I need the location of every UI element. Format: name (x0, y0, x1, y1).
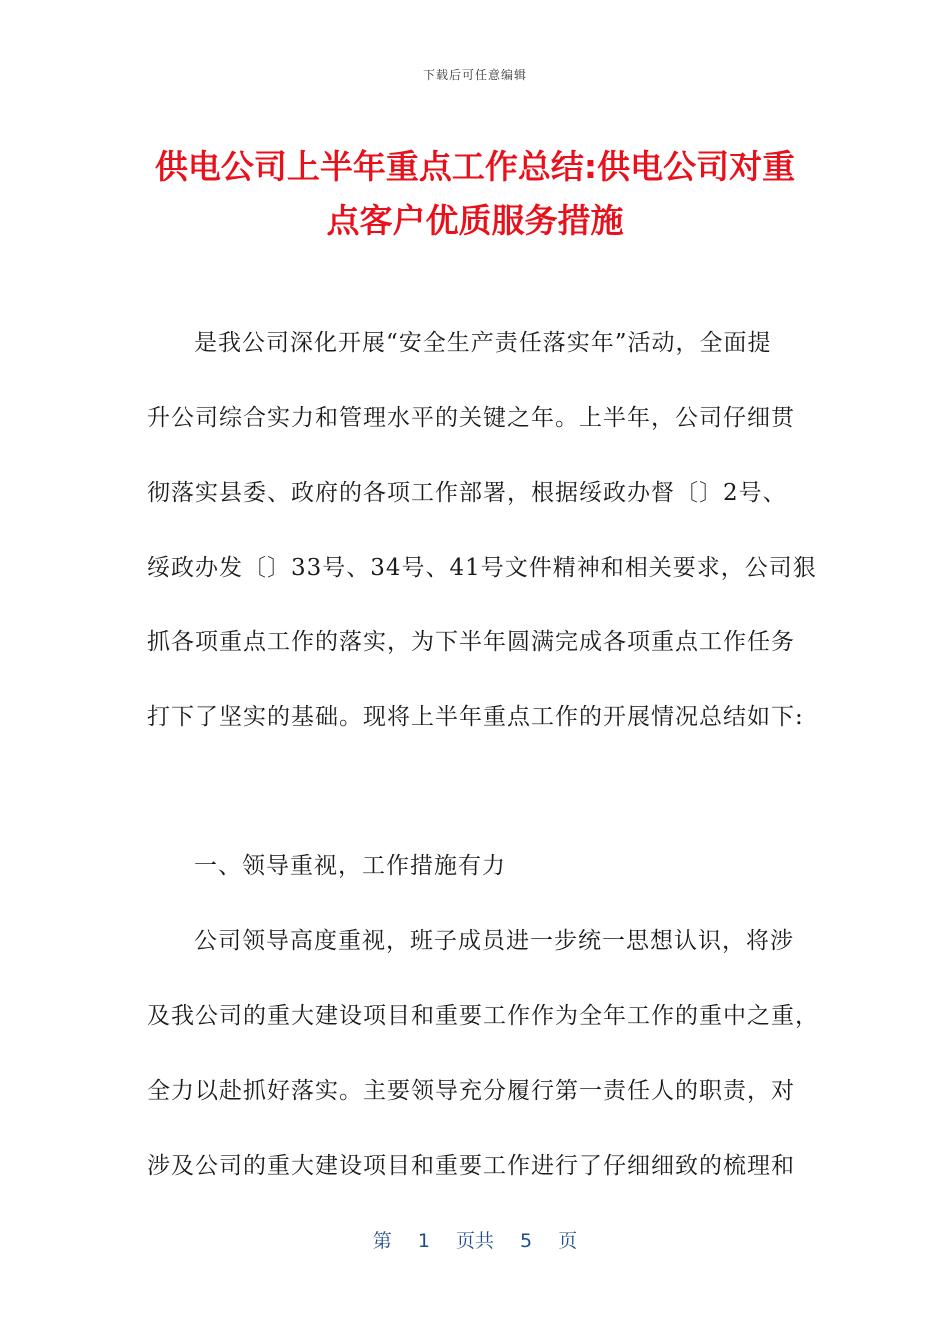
paragraph-line: 升公司综合实力和管理水平的关键之年。上半年，公司仔细贯 (147, 405, 795, 431)
paragraph-line: 全力以赴抓好落实。主要领导充分履行第一责任人的职责，对 (147, 1078, 795, 1104)
paragraph-line: 公司领导高度重视，班子成员进一步统一思想认识，将涉 (194, 928, 794, 954)
paragraph-line: 抓各项重点工作的落实，为下半年圆满完成各项重点工作任务 (147, 629, 795, 655)
paragraph-line: 打下了坚实的基础。现将上半年重点工作的开展情况总结如下: (147, 704, 804, 730)
page-footer (0, 1226, 950, 1253)
paragraph-line: 绥政办发〔〕33号、34号、41号文件精神和相关要求，公司狠 (147, 555, 817, 581)
footer-total-pages: 5 (520, 1230, 533, 1252)
section-heading: 一、领导重视，工作措施有力 (194, 853, 506, 879)
title-line-1: 供电公司上半年重点工作总结:供电公司对重 (154, 147, 796, 186)
document-title (120, 140, 830, 248)
footer-middle: 页共 (455, 1230, 494, 1252)
footer-suffix: 页 (558, 1230, 578, 1252)
paragraph-line: 是我公司深化开展“安全生产责任落实年”活动，全面提 (194, 330, 772, 356)
footer-page-number: 1 (417, 1230, 430, 1252)
title-line-2: 点客户优质服务措施 (326, 201, 624, 240)
paragraph-line: 涉及公司的重大建设项目和重要工作进行了仔细细致的梳理和 (147, 1153, 795, 1179)
paragraph-line: 及我公司的重大建设项目和重要工作作为全年工作的重中之重， (147, 1003, 819, 1029)
paragraph-line: 彻落实县委、政府的各项工作部署，根据绥政办督〔〕2号、 (147, 480, 787, 506)
header-note: 下载后可任意编辑 (422, 68, 527, 82)
footer-prefix: 第 (372, 1230, 392, 1252)
